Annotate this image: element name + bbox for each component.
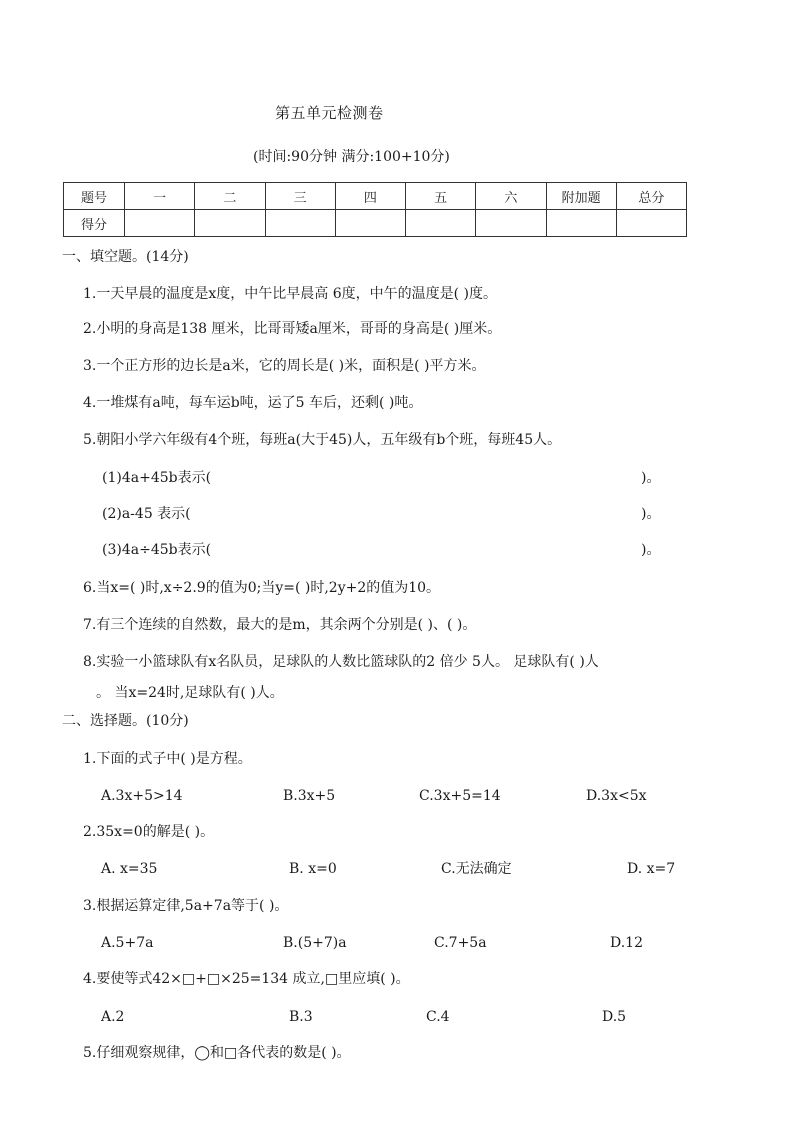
option-b: B.(5+7)a bbox=[283, 935, 347, 951]
score-table-header: 二 bbox=[195, 183, 265, 210]
question-text: 4.要使等式42×□+□×25=134 成立,□里应填( )。 bbox=[83, 971, 410, 987]
option-b: B. x=0 bbox=[289, 861, 337, 877]
question-text: 1.一天早晨的温度是x度，中午比早晨高 6度，中午的温度是( )度。 bbox=[83, 286, 497, 302]
score-table-header: 附加题 bbox=[546, 183, 616, 210]
score-cell bbox=[616, 210, 686, 237]
question-text-continued: 。 当x=24时,足球队有( )人。 bbox=[96, 685, 284, 701]
option-a: A.3x+5>14 bbox=[101, 788, 183, 804]
option-c: C.7+5a bbox=[434, 935, 487, 951]
question-text: 3.一个正方形的边长是a米，它的周长是( )米，面积是( )平方米。 bbox=[83, 358, 486, 374]
score-cell bbox=[195, 210, 265, 237]
score-table-header: 一 bbox=[125, 183, 195, 210]
score-cell bbox=[265, 210, 335, 237]
score-cell bbox=[125, 210, 195, 237]
score-table-header: 总分 bbox=[616, 183, 686, 210]
score-table-header-row bbox=[64, 183, 687, 210]
option-d: D.12 bbox=[610, 935, 643, 951]
score-table-header: 三 bbox=[265, 183, 335, 210]
option-d: D.3x<5x bbox=[586, 788, 647, 804]
score-table-header: 四 bbox=[335, 183, 405, 210]
score-table-row bbox=[64, 210, 687, 237]
question-text: 6.当x=( )时,x÷2.9的值为0;当y=( )时,2y+2的值为10。 bbox=[83, 580, 441, 596]
sub-question-end: )。 bbox=[641, 542, 661, 558]
score-cell bbox=[406, 210, 476, 237]
section-heading-fill-in: 一、填空题。(14分) bbox=[62, 249, 189, 265]
section-heading-multiple-choice: 二、选择题。(10分) bbox=[62, 713, 189, 729]
score-cell bbox=[476, 210, 546, 237]
option-d: D.5 bbox=[602, 1009, 627, 1025]
option-a: A.5+7a bbox=[101, 935, 154, 951]
exam-subtitle: (时间:90分钟 满分:100+10分) bbox=[253, 149, 450, 165]
score-cell bbox=[335, 210, 405, 237]
option-c: C.无法确定 bbox=[441, 861, 512, 877]
option-a: A.2 bbox=[101, 1009, 125, 1025]
sub-question-text: (2)a-45 表示( bbox=[102, 506, 191, 522]
score-row-label: 得分 bbox=[64, 210, 125, 237]
question-text: 3.根据运算定律,5a+7a等于( )。 bbox=[83, 898, 289, 914]
score-cell bbox=[546, 210, 616, 237]
sub-question-end: )。 bbox=[641, 506, 661, 522]
question-text: 4.一堆煤有a吨，每车运b吨，运了5 车后，还剩( )吨。 bbox=[83, 395, 423, 411]
score-table bbox=[63, 182, 687, 237]
option-c: C.4 bbox=[426, 1009, 450, 1025]
question-text: 7.有三个连续的自然数，最大的是m，其余两个分别是( )、( )。 bbox=[83, 617, 477, 633]
score-table-header: 题号 bbox=[64, 183, 125, 210]
question-text: 5.朝阳小学六年级有4个班，每班a(大于45)人，五年级有b个班，每班45人。 bbox=[83, 432, 562, 448]
question-text: 1.下面的式子中( )是方程。 bbox=[83, 751, 252, 767]
sub-question-text: (3)4a÷45b表示( bbox=[102, 542, 212, 558]
question-text: 5.仔细观察规律，◯和□各代表的数是( )。 bbox=[83, 1045, 351, 1061]
option-b: B.3x+5 bbox=[283, 788, 336, 804]
page-title: 第五单元检测卷 bbox=[275, 104, 384, 122]
question-text: 2.35x=0的解是( )。 bbox=[83, 824, 215, 840]
option-b: B.3 bbox=[289, 1009, 313, 1025]
option-a: A. x=35 bbox=[101, 861, 158, 877]
score-table-header: 五 bbox=[406, 183, 476, 210]
option-c: C.3x+5=14 bbox=[419, 788, 501, 804]
question-text: 8.实验一小篮球队有x名队员，足球队的人数比篮球队的2 倍少 5人。 足球队有( )人 bbox=[83, 654, 599, 670]
question-text: 2.小明的身高是138 厘米，比哥哥矮a厘米，哥哥的身高是( )厘米。 bbox=[83, 321, 502, 337]
option-d: D. x=7 bbox=[627, 861, 676, 877]
sub-question-end: )。 bbox=[641, 470, 661, 486]
sub-question-text: (1)4a+45b表示( bbox=[102, 470, 212, 486]
score-table-header: 六 bbox=[476, 183, 546, 210]
